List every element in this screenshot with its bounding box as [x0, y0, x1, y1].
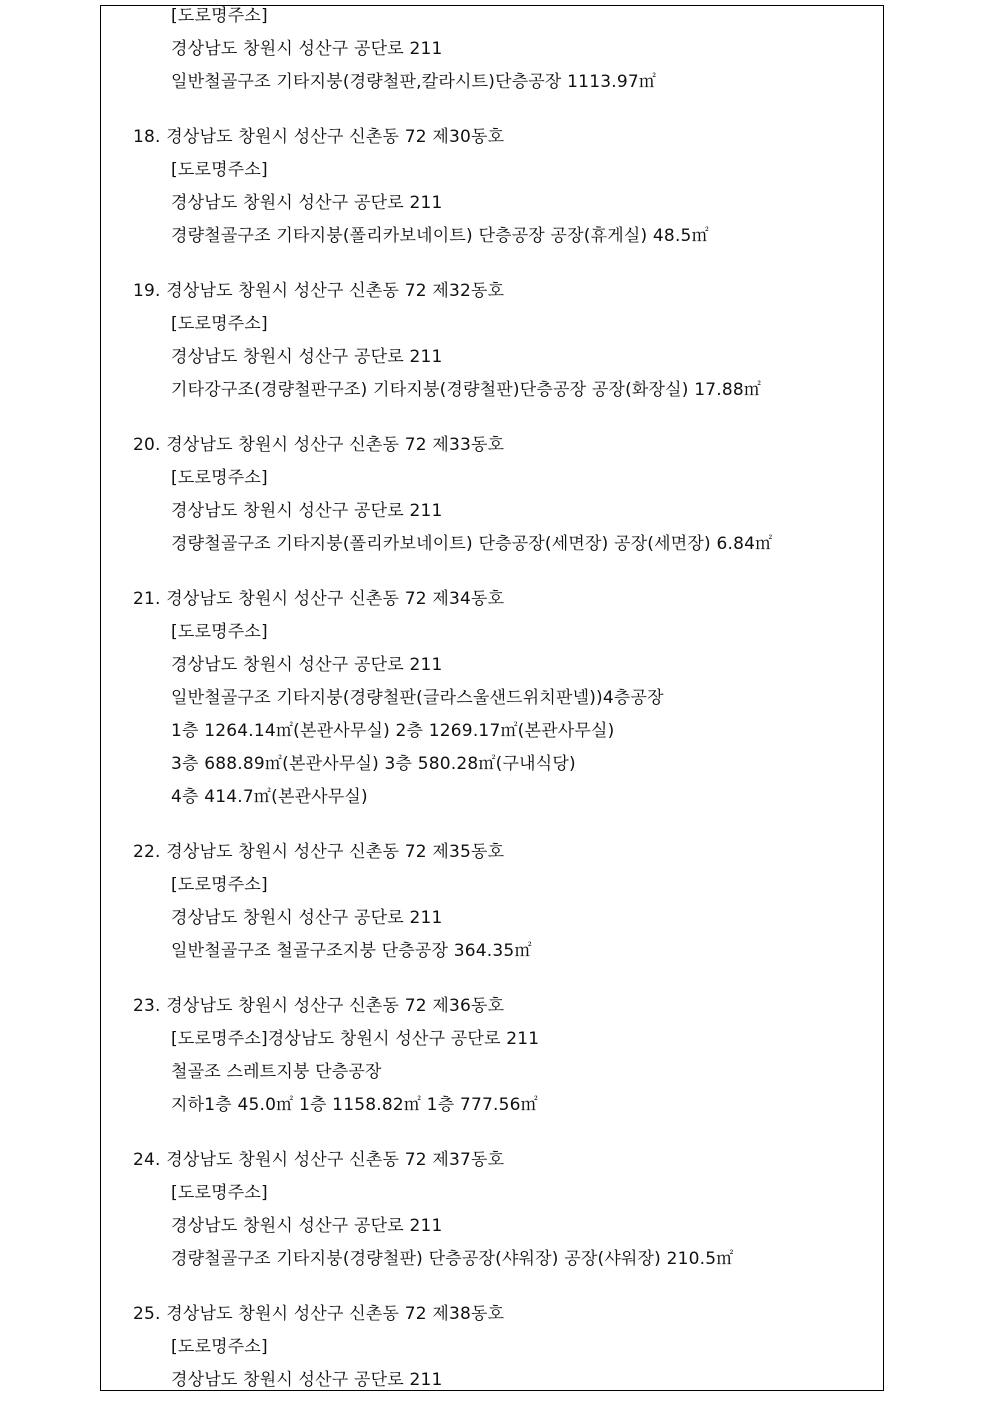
building-detail: 일반철골구조 기타지붕(경량철판,칼라시트)단층공장 1113.97㎡: [171, 72, 657, 92]
road-address: 경상남도 창원시 성산구 공단로 211: [171, 501, 443, 521]
building-detail: 기타강구조(경량철판구조) 기타지붕(경량철판)단층공장 공장(화장실) 17.88㎡: [171, 380, 762, 400]
road-address-label: [도로명주소]: [171, 1183, 268, 1203]
road-address: 경상남도 창원시 성산구 공단로 211: [171, 1216, 443, 1236]
road-address: 경상남도 창원시 성산구 공단로 211: [171, 39, 443, 59]
road-address: 경상남도 창원시 성산구 공단로 211: [171, 193, 443, 213]
building-detail: 일반철골구조 기타지붕(경량철판(글라스울샌드위치판넬))4층공장: [171, 688, 664, 708]
road-address-label: [도로명주소]: [171, 314, 268, 334]
road-address-label: [도로명주소]: [171, 6, 268, 26]
floor-area-detail: 3층 688.89㎡(본관사무실) 3층 580.28㎡(구내식당): [171, 754, 576, 774]
entry-heading: 24. 경상남도 창원시 성산구 신촌동 72 제37동호: [133, 1150, 505, 1170]
road-address-label: [도로명주소]: [171, 875, 268, 895]
building-detail: 일반철골구조 철골구조지붕 단층공장 364.35㎡: [171, 941, 532, 961]
road-address: 경상남도 창원시 성산구 공단로 211: [171, 1370, 443, 1390]
entry-heading: 25. 경상남도 창원시 성산구 신촌동 72 제38동호: [133, 1304, 505, 1324]
floor-area-detail: 1층 1264.14㎡(본관사무실) 2층 1269.17㎡(본관사무실): [171, 721, 615, 741]
road-address-label: [도로명주소]: [171, 160, 268, 180]
building-detail: 경량철골구조 기타지붕(폴리카보네이트) 단층공장(세면장) 공장(세면장) 6.84㎡: [171, 534, 773, 554]
entry-heading: 21. 경상남도 창원시 성산구 신촌동 72 제34동호: [133, 589, 505, 609]
road-address-label: [도로명주소]: [171, 622, 268, 642]
road-address: 경상남도 창원시 성산구 공단로 211: [171, 655, 443, 675]
building-detail: 경량철골구조 기타지붕(경량철판) 단층공장(샤워장) 공장(샤워장) 210.5㎡: [171, 1249, 734, 1269]
entry-heading: 18. 경상남도 창원시 성산구 신촌동 72 제30동호: [133, 127, 505, 147]
floor-area-detail: 4층 414.7㎡(본관사무실): [171, 787, 368, 807]
road-address-label: [도로명주소]: [171, 468, 268, 488]
road-address-label: [도로명주소]: [171, 1337, 268, 1357]
entry-heading: 23. 경상남도 창원시 성산구 신촌동 72 제36동호: [133, 996, 505, 1016]
road-address: 경상남도 창원시 성산구 공단로 211: [171, 908, 443, 928]
floor-area-detail: 지하1층 45.0㎡ 1층 1158.82㎡ 1층 777.56㎡: [171, 1095, 538, 1115]
entry-heading: 22. 경상남도 창원시 성산구 신촌동 72 제35동호: [133, 842, 505, 862]
building-detail: 경량철골구조 기타지붕(폴리카보네이트) 단층공장 공장(휴게실) 48.5㎡: [171, 226, 709, 246]
entry-heading: 20. 경상남도 창원시 성산구 신촌동 72 제33동호: [133, 435, 505, 455]
entry-heading: 19. 경상남도 창원시 성산구 신촌동 72 제32동호: [133, 281, 505, 301]
road-address: 경상남도 창원시 성산구 공단로 211: [171, 347, 443, 367]
road-address-combined: [도로명주소]경상남도 창원시 성산구 공단로 211: [171, 1029, 540, 1049]
building-detail: 철골조 스레트지붕 단층공장: [171, 1062, 382, 1082]
